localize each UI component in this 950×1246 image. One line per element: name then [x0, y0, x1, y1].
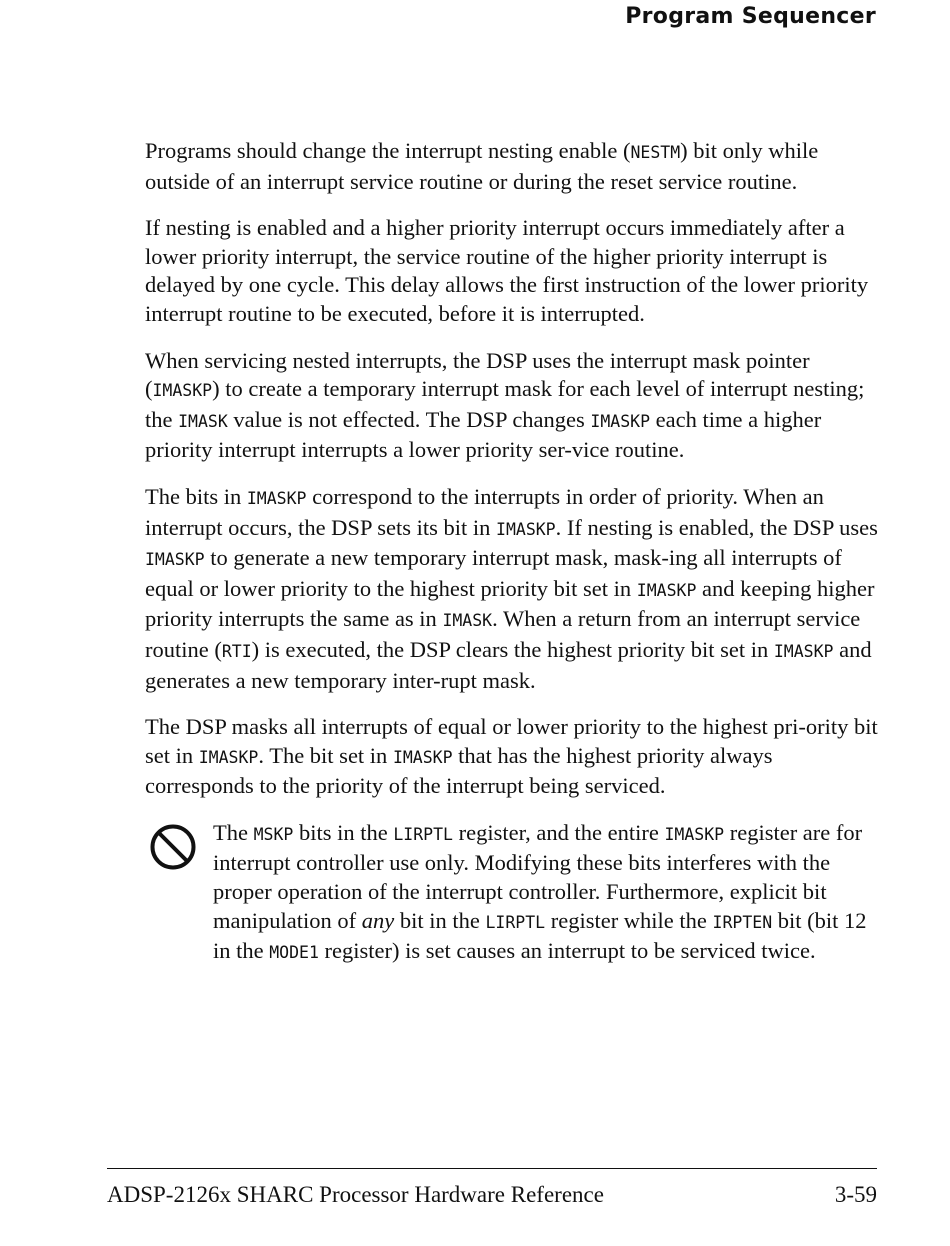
code-imaskp: IMASKP — [496, 519, 556, 539]
code-mskp: MSKP — [253, 824, 294, 844]
caution-note — [145, 819, 880, 968]
code-lirptl: LIRPTL — [393, 824, 453, 844]
footer-page-number: 3-59 — [834, 1182, 877, 1207]
code-imaskp: IMASKP — [773, 641, 834, 661]
code-nestm: NESTM — [630, 143, 681, 162]
caution-prohibited-icon — [149, 823, 197, 871]
footer-divider — [107, 1168, 877, 1169]
code-irpten: IRPTEN — [712, 912, 773, 932]
paragraph-priority-delay: If nesting is enabled and a higher priority interrupt occurs immediately after a lower priority interrupt, the service routine of the higher priority interrupt is delayed by one cycle. This delay allows the first instruction of the lower priority interrupt routine to be executed, before it is interrupted. — [145, 215, 869, 326]
caution-text: The MSKP bits in the LIRPTL register, and the entire IMASKP register are for interrupt controller use only. Modifying these bits interferes with the proper operation of the interrupt controller. Furthermore, explicit bit manipulation of any bit in the LIRPTL register while the IRPTEN bit (bit 12 in the MODE1 register) is set causes an interrupt to be serviced twice. — [213, 819, 867, 964]
footer-book-title: ADSP-2126x SHARC Processor Hardware Reference — [107, 1182, 604, 1207]
code-imaskp: IMASKP — [198, 747, 259, 767]
code-imaskp: IMASKP — [664, 824, 725, 844]
code-imaskp: IMASKP — [636, 580, 697, 600]
code-imask: IMASK — [442, 611, 493, 631]
code-imaskp: IMASKP — [145, 550, 205, 570]
code-imaskp: IMASKP — [392, 747, 453, 767]
code-imask: IMASK — [178, 411, 228, 431]
paragraph-nested-servicing: When servicing nested interrupts, the DSP uses the interrupt mask pointer (IMASKP) to create a temporary interrupt mask for each level of interrupt nesting; the IMASK value is not effected. The DSP changes IMASKP each time a higher priority interrupt interrupts a lower priority ser-vice routine. — [145, 347, 865, 463]
emphasis-any: any — [361, 907, 395, 933]
code-lirptl: LIRPTL — [485, 912, 546, 932]
paragraph-imaskp-bits: The bits in IMASKP correspond to the interrupts in order of priority. When an interrupt occurs, the DSP sets its bit in IMASKP. If nesting is enabled, the DSP uses IMASKP to generate a new temporary interrupt mask, mask-ing all interrupts of equal or lower priority to the highest priority bit set in IMASKP and keeping higher priority interrupts the same as in IMASK. When a return from an interrupt service routine (RTI) is executed, the DSP clears the highest priority bit set in IMASKP and generates a new temporary inter-rupt mask. — [145, 483, 878, 693]
code-imaskp: IMASKP — [152, 381, 213, 401]
body-text — [145, 137, 880, 968]
code-imaskp: IMASKP — [246, 488, 307, 508]
code-rti: RTI — [221, 641, 252, 661]
paragraph-masking: The DSP masks all interrupts of equal or lower priority to the highest pri-ority bit set in IMASKP. The bit set in IMASKP that has the highest priority always corresponds to the priority of the interrupt being serviced. — [145, 714, 878, 799]
section-header: Program Sequencer — [625, 4, 876, 29]
paragraph-nesting-enable: Programs should change the interrupt nesting enable (NESTM) bit only while outside of an interrupt service routine or during the reset service routine. — [145, 138, 819, 194]
code-imaskp: IMASKP — [590, 411, 651, 431]
code-mode1: MODE1 — [269, 943, 319, 963]
